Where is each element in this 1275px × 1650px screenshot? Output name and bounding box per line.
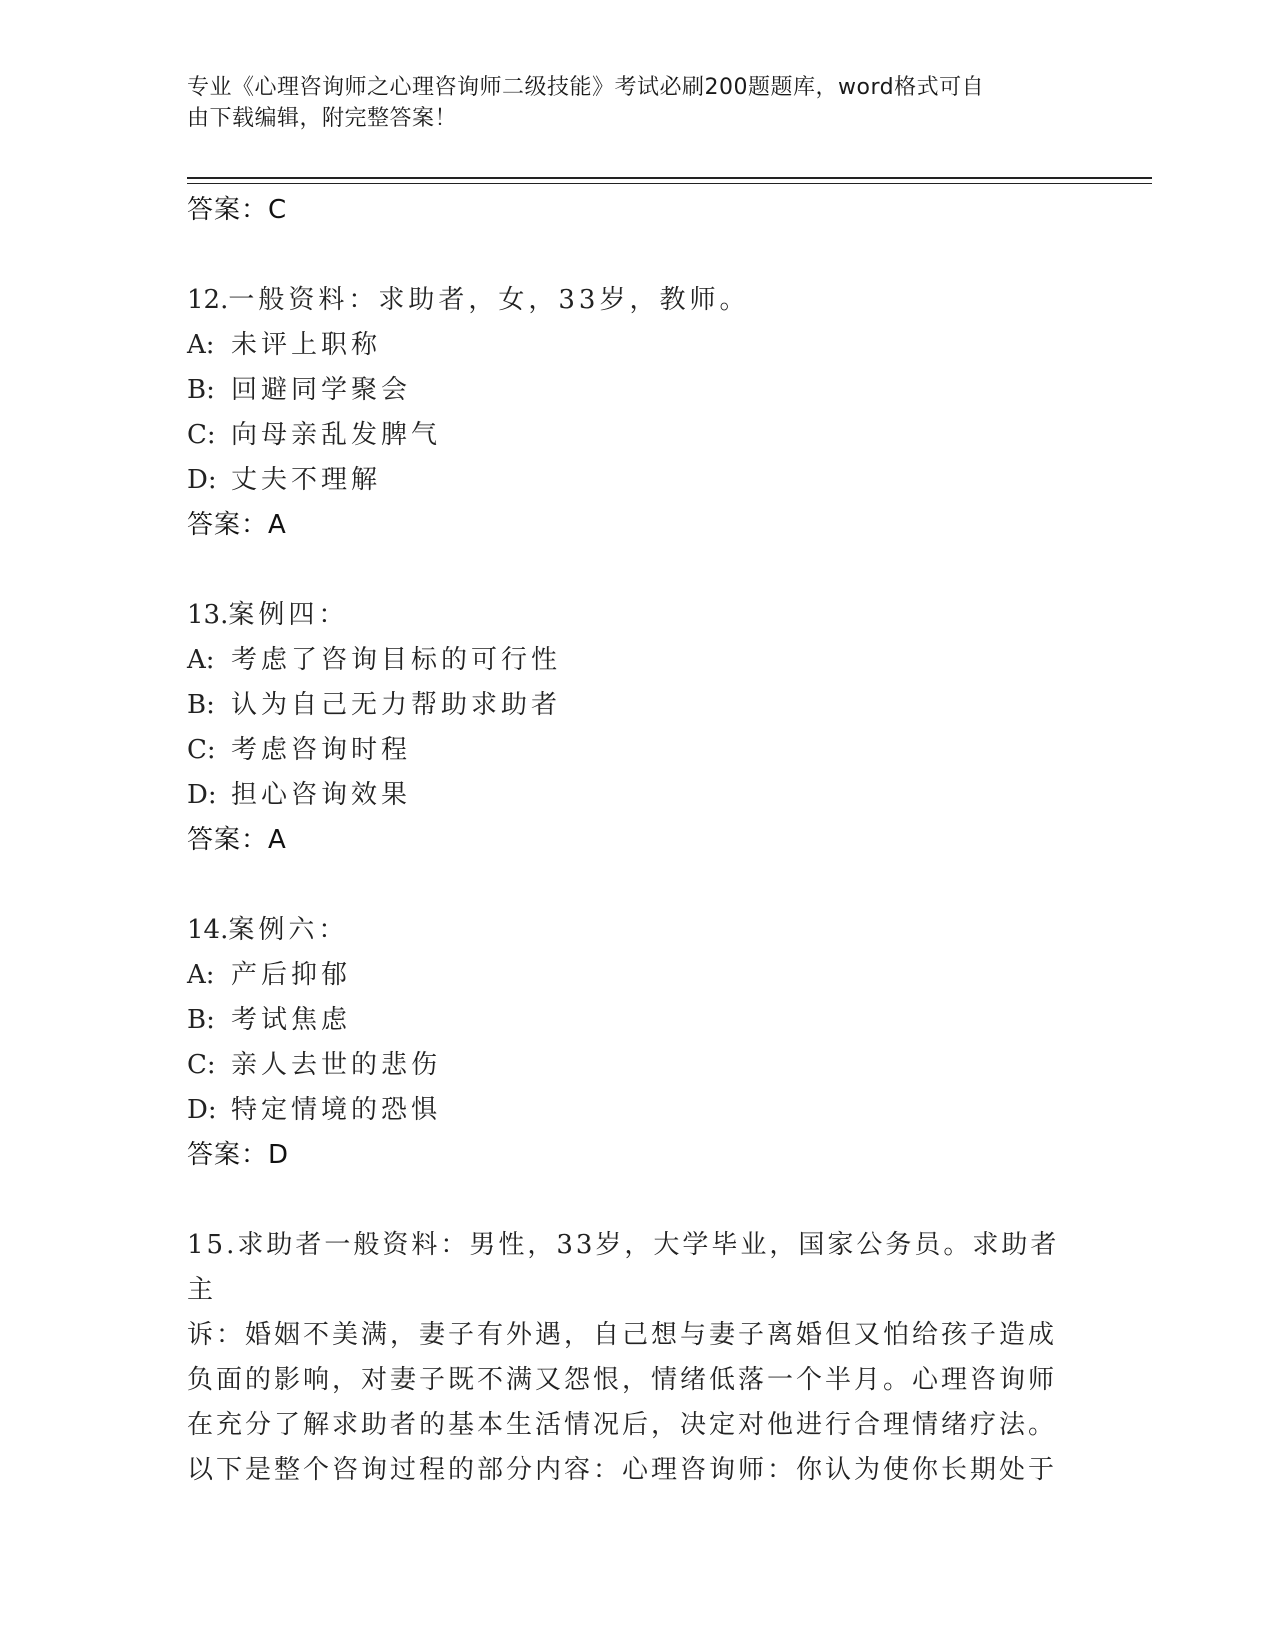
option-text: 回避同学聚会 bbox=[231, 375, 412, 405]
option-c bbox=[187, 728, 1087, 773]
option-text: 产后抑郁 bbox=[231, 960, 352, 990]
option-letter: D: bbox=[187, 1095, 217, 1125]
option-b bbox=[187, 683, 1087, 728]
option-text: 丈夫不理解 bbox=[231, 465, 382, 495]
question-block-13 bbox=[187, 593, 1087, 863]
option-letter: A: bbox=[187, 960, 215, 990]
question-block-15 bbox=[187, 1223, 1087, 1493]
option-text: 特定情境的恐惧 bbox=[231, 1095, 442, 1125]
option-letter: B: bbox=[187, 1005, 215, 1035]
question-stem bbox=[187, 593, 1087, 638]
answer-line: 答案：D bbox=[187, 1140, 290, 1170]
question-stem bbox=[187, 278, 1087, 323]
question-stem-line: 诉：婚姻不美满，妻子有外遇，自己想与妻子离婚但又怕给孩子造成 bbox=[187, 1320, 1058, 1350]
option-b bbox=[187, 368, 1087, 413]
option-d bbox=[187, 458, 1087, 503]
question-number: 12. bbox=[187, 285, 229, 315]
question-stem-text: 案例六： bbox=[228, 915, 349, 945]
header-line-1: 专业《心理咨询师之心理咨询师二级技能》考试必刷200题题库，word格式可自 bbox=[187, 75, 985, 100]
option-a bbox=[187, 953, 1087, 998]
question-stem-text: 案例四： bbox=[228, 600, 349, 630]
answer-line: 答案：A bbox=[187, 510, 287, 540]
option-letter: C: bbox=[187, 420, 216, 450]
document-header bbox=[187, 72, 1067, 134]
answer-line: 答案：C bbox=[187, 195, 288, 225]
question-stem-line: 以下是整个咨询过程的部分内容：心理咨询师：你认为使你长期处于 bbox=[187, 1455, 1058, 1485]
option-d bbox=[187, 1088, 1087, 1133]
header-divider-thin bbox=[187, 183, 1152, 184]
option-letter: C: bbox=[187, 735, 216, 765]
option-text: 认为自己无力帮助求助者 bbox=[231, 690, 562, 720]
option-text: 考虑咨询时程 bbox=[231, 735, 412, 765]
option-text: 考试焦虑 bbox=[231, 1005, 352, 1035]
option-text: 担心咨询效果 bbox=[231, 780, 412, 810]
answer-line: 答案：A bbox=[187, 825, 287, 855]
document-body bbox=[187, 188, 1087, 1493]
option-text: 向母亲乱发脾气 bbox=[231, 420, 442, 450]
option-text: 未评上职称 bbox=[231, 330, 382, 360]
option-letter: C: bbox=[187, 1050, 216, 1080]
question-stem-text: 一般资料：求助者，女，33岁，教师。 bbox=[228, 285, 750, 315]
question-stem-line: 15.求助者一般资料：男性，33岁，大学毕业，国家公务员。求助者主 bbox=[187, 1230, 1060, 1305]
question-block-12 bbox=[187, 278, 1087, 548]
option-a bbox=[187, 323, 1087, 368]
option-letter: D: bbox=[187, 465, 217, 495]
option-letter: A: bbox=[187, 330, 215, 360]
option-letter: A: bbox=[187, 645, 215, 675]
option-d bbox=[187, 773, 1087, 818]
option-text: 亲人去世的悲伤 bbox=[231, 1050, 442, 1080]
option-b bbox=[187, 998, 1087, 1043]
option-c bbox=[187, 1043, 1087, 1088]
question-stem-line: 负面的影响，对妻子既不满又怨恨，情绪低落一个半月。心理咨询师 bbox=[187, 1365, 1058, 1395]
option-letter: B: bbox=[187, 375, 215, 405]
question-stem bbox=[187, 908, 1087, 953]
option-letter: D: bbox=[187, 780, 217, 810]
question-number: 14. bbox=[187, 915, 229, 945]
question-block-14 bbox=[187, 908, 1087, 1178]
header-line-2: 由下载编辑，附完整答案！ bbox=[187, 106, 458, 131]
header-divider-thick bbox=[187, 177, 1152, 179]
question-number: 13. bbox=[187, 600, 229, 630]
option-letter: B: bbox=[187, 690, 215, 720]
option-text: 考虑了咨询目标的可行性 bbox=[231, 645, 562, 675]
option-a bbox=[187, 638, 1087, 683]
question-stem-line: 在充分了解求助者的基本生活情况后，决定对他进行合理情绪疗法。 bbox=[187, 1410, 1058, 1440]
option-c bbox=[187, 413, 1087, 458]
